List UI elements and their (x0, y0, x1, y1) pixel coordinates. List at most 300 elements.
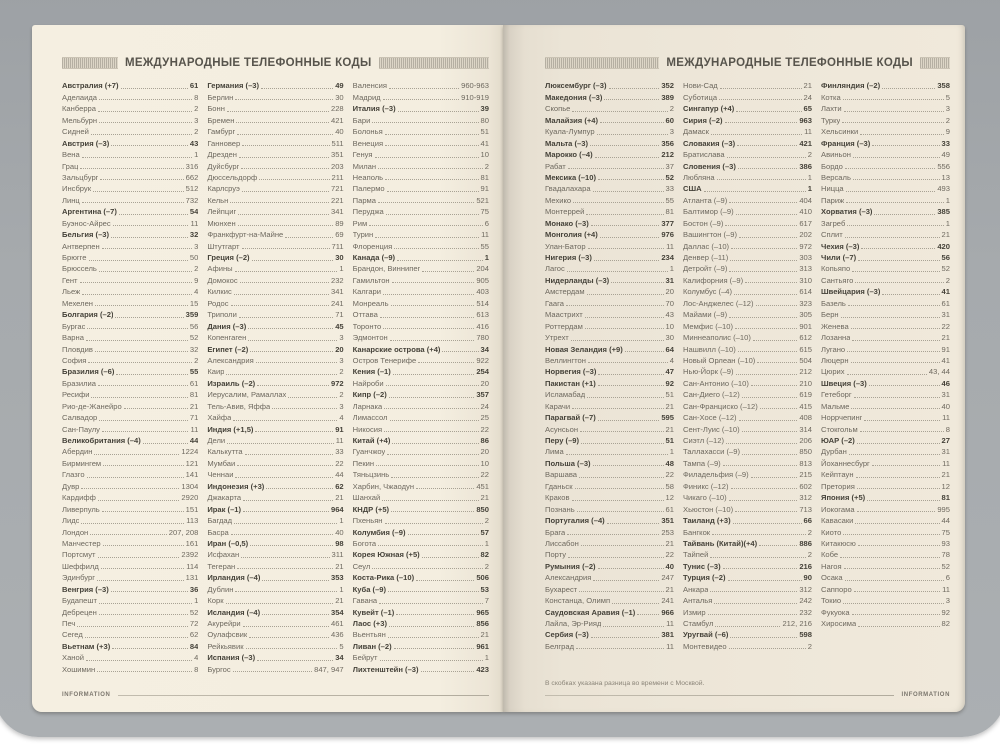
dot-leader (416, 488, 474, 489)
time-difference-footnote: В скобках указана разница во времени с Москвой. (545, 680, 705, 687)
dot-leader (751, 477, 798, 478)
entry-code: 72 (189, 619, 199, 628)
entry-name: Бонн (207, 104, 225, 114)
dot-leader (383, 294, 474, 295)
city-code-row (545, 571, 674, 582)
dot-leader (872, 145, 939, 146)
dot-leader (704, 191, 806, 192)
city-code-row (821, 148, 950, 159)
entry-name: Ганновер (207, 138, 241, 148)
entry-name: Токио (821, 596, 842, 606)
city-code-row (207, 662, 343, 673)
entry-name: Буэнос-Айрес (62, 218, 111, 228)
city-code-row (207, 193, 343, 204)
entry-code: 3 (194, 241, 199, 251)
entry-name: Сингапур (+4) (683, 104, 735, 114)
entry-code: 24 (803, 92, 812, 102)
entry-name: Венгрия (–3) (62, 584, 109, 594)
entry-name: Антверпен (62, 241, 100, 251)
entry-code: 41 (941, 287, 950, 297)
entry-code: 39 (480, 104, 489, 114)
city-code-row (545, 491, 674, 502)
entry-name: Тегеран (207, 561, 236, 571)
dot-leader (91, 397, 187, 398)
dot-leader (375, 157, 479, 158)
entry-code: 22 (480, 470, 489, 480)
dot-leader (252, 260, 334, 261)
entry-code: 408 (799, 413, 812, 423)
entry-name: Хайфа (207, 413, 232, 423)
entry-code: 3 (945, 104, 950, 114)
entry-code: 71 (335, 310, 344, 320)
entry-code: 965 (476, 607, 489, 617)
dot-leader (843, 534, 939, 535)
entry-code: 20 (335, 344, 344, 354)
entry-name: Миннеаполис (–10) (683, 333, 751, 343)
entry-name: Брюссель (62, 264, 97, 274)
dot-leader (242, 145, 329, 146)
entry-code: 51 (480, 127, 489, 137)
dot-leader (115, 317, 183, 318)
city-code-row (353, 159, 489, 170)
city-code-row (62, 296, 198, 307)
dot-leader (576, 648, 664, 649)
entry-name: Перуджа (352, 207, 384, 217)
city-code-row (683, 228, 812, 239)
dot-leader (391, 511, 474, 512)
dot-leader (416, 580, 474, 581)
entry-code: 212 (661, 150, 674, 160)
entry-name: Бухарест (545, 584, 578, 594)
city-code-row (545, 399, 674, 410)
dot-leader (738, 351, 798, 352)
dot-leader (568, 168, 664, 169)
entry-code: 963 (799, 115, 812, 125)
city-code-row (62, 182, 198, 193)
entry-code: 21 (335, 596, 344, 606)
city-code-row (683, 262, 812, 273)
entry-name: Люксембург (–3) (545, 81, 607, 91)
entry-name: Тайвань (Китай)(+4) (683, 538, 758, 548)
entry-code: 21 (189, 401, 199, 411)
entry-code: 316 (185, 161, 199, 171)
entry-name: Китакюсю (821, 538, 856, 548)
entry-name: Амстердам (545, 287, 585, 297)
dot-leader (262, 580, 329, 581)
dot-leader (231, 305, 329, 306)
entry-code: 1 (194, 150, 199, 160)
city-code-row (353, 273, 489, 284)
dot-leader (603, 626, 664, 627)
entry-name: Мальта (–3) (545, 138, 589, 148)
city-code-row (683, 422, 812, 433)
dot-leader (386, 214, 479, 215)
dot-leader (593, 580, 659, 581)
entry-code: 43, 44 (928, 367, 950, 377)
entry-code: 44 (335, 470, 344, 480)
entry-name: Сент-Луис (–10) (683, 424, 740, 434)
country-code-row (207, 376, 343, 387)
entry-code: 1 (807, 172, 812, 182)
dot-leader (85, 637, 188, 638)
entry-code: 359 (185, 310, 199, 320)
entry-name: Новая Зеландия (+9) (545, 344, 623, 354)
entry-code: 421 (330, 115, 344, 125)
city-code-row (545, 617, 674, 628)
entry-code: 2 (807, 150, 812, 160)
entry-name: Бургос (207, 664, 231, 674)
entry-code: 21 (665, 538, 674, 548)
dot-leader (734, 294, 797, 295)
entry-code: 1 (945, 195, 950, 205)
city-code-row (545, 445, 674, 456)
entry-code: 22 (665, 470, 674, 480)
dot-leader (102, 511, 184, 512)
city-code-row (821, 216, 950, 227)
city-code-row (683, 445, 812, 456)
city-code-row (821, 422, 950, 433)
entry-name: Милан (352, 161, 377, 171)
entry-code: 423 (476, 664, 489, 674)
city-code-row (62, 251, 198, 262)
city-code-row (62, 193, 198, 204)
code-column (683, 79, 812, 651)
dot-leader (714, 603, 797, 604)
entry-name: Коста-Рика (–10) (352, 573, 415, 583)
entry-code: 2 (339, 390, 344, 400)
entry-code: 504 (799, 355, 812, 365)
entry-code: 36 (189, 584, 199, 594)
dot-leader (235, 591, 337, 592)
city-code-row (545, 159, 674, 170)
entry-code: 1 (339, 584, 344, 594)
entry-code: 41 (480, 138, 489, 148)
dot-leader (378, 202, 474, 203)
country-code-row (545, 605, 674, 616)
entry-name: Сан-Антонио (–10) (683, 378, 749, 388)
entry-code: 3 (669, 127, 674, 137)
dot-leader (387, 454, 478, 455)
dot-leader (236, 122, 329, 123)
dot-leader (442, 351, 478, 352)
dot-leader (708, 614, 798, 615)
dot-leader (248, 340, 337, 341)
city-code-row (62, 262, 198, 273)
entry-name: Кения (–1) (352, 367, 391, 377)
entry-code: 323 (799, 298, 812, 308)
entry-code: 6 (945, 573, 950, 583)
entry-name: Уругвай (–6) (683, 630, 729, 640)
city-code-row (683, 319, 812, 330)
entry-name: Загреб (821, 218, 846, 228)
entry-code: 415 (799, 401, 812, 411)
entry-code: 58 (665, 481, 674, 491)
entry-name: Иокогама (821, 504, 855, 514)
city-code-row (545, 422, 674, 433)
entry-code: 50 (189, 253, 199, 262)
entry-code: 8 (945, 424, 950, 434)
dot-leader (384, 431, 478, 432)
city-code-row (545, 502, 674, 513)
entry-name: Канберра (62, 104, 96, 114)
dot-leader (99, 420, 188, 421)
entry-name: Иран (–0,5) (207, 538, 249, 548)
entry-code: 2 (807, 641, 812, 651)
country-code-row (62, 228, 198, 239)
country-code-row (353, 102, 489, 113)
entry-code: 602 (799, 481, 812, 491)
city-code-row (821, 171, 950, 182)
dot-leader (738, 168, 797, 169)
country-code-row (62, 79, 198, 90)
entry-name: Сербия (–3) (545, 630, 589, 640)
dot-leader (735, 511, 797, 512)
country-code-row (545, 376, 674, 387)
dot-leader (852, 340, 939, 341)
dot-leader (566, 454, 668, 455)
dot-leader (397, 260, 483, 261)
entry-name: Дрезден (207, 150, 237, 160)
entry-name: Бельгия (–3) (62, 230, 110, 240)
dot-leader (728, 580, 802, 581)
dot-leader (736, 374, 798, 375)
country-code-row (821, 239, 950, 250)
city-code-row (821, 411, 950, 422)
dot-leader (858, 626, 939, 627)
dot-leader (851, 408, 939, 409)
dot-leader (390, 340, 475, 341)
dot-leader (588, 362, 668, 363)
entry-name: Пхеньян (352, 516, 383, 526)
entry-name: Греция (–2) (207, 253, 250, 262)
entry-name: Берн (821, 310, 839, 320)
entry-code: 82 (941, 619, 950, 628)
entry-code: 21 (480, 630, 489, 640)
country-code-row (545, 365, 674, 376)
entry-name: Германия (–3) (207, 81, 260, 91)
dot-leader (841, 317, 940, 318)
city-code-row (683, 525, 812, 536)
footer-rule (118, 695, 489, 696)
entry-code: 30 (335, 92, 344, 102)
city-code-row (821, 193, 950, 204)
entry-code: 354 (330, 607, 344, 617)
entry-name: Гвадалахара (545, 184, 591, 194)
city-code-row (62, 342, 198, 353)
entry-name: Аргентина (–7) (62, 207, 117, 217)
entry-code: 75 (941, 527, 950, 537)
dot-leader (86, 660, 192, 661)
city-code-row (683, 594, 812, 605)
dot-leader (378, 545, 483, 546)
entry-code: 2 (194, 127, 199, 137)
entry-name: Словакия (–3) (683, 138, 736, 148)
entry-name: Глазго (62, 470, 85, 480)
dot-leader (858, 260, 939, 261)
dot-leader (372, 122, 478, 123)
entry-name: Палермо (352, 184, 385, 194)
dot-leader (237, 134, 333, 135)
city-code-row (207, 559, 343, 570)
city-code-row (683, 388, 812, 399)
entry-name: Богота (352, 538, 377, 548)
entry-name: Бразилиа (62, 378, 96, 388)
entry-name: Базель (821, 298, 846, 308)
entry-name: Гент (62, 275, 78, 285)
city-code-row (207, 628, 343, 639)
dot-leader (851, 362, 940, 363)
city-code-row (821, 182, 950, 193)
dot-leader (369, 225, 483, 226)
dot-leader (854, 397, 940, 398)
entry-code: 1304 (181, 481, 199, 491)
entry-code: 82 (480, 550, 489, 560)
dot-leader (725, 225, 797, 226)
entry-name: ЮАР (–2) (821, 436, 855, 445)
entry-code: 2 (484, 516, 489, 526)
dot-leader (255, 431, 333, 432)
entry-name: Португалия (–4) (545, 516, 605, 526)
city-code-row (62, 559, 198, 570)
entry-name: Басра (207, 527, 229, 537)
city-code-row (62, 331, 198, 342)
country-code-row (683, 182, 812, 193)
entry-code: 232 (330, 275, 344, 285)
city-code-row (821, 445, 950, 456)
city-code-row (353, 285, 489, 296)
dot-leader (757, 362, 797, 363)
country-code-row (545, 136, 674, 147)
dot-leader (266, 488, 333, 489)
city-code-row (683, 273, 812, 284)
entry-name: София (62, 355, 87, 365)
entry-code: 202 (799, 230, 812, 240)
city-code-row (821, 479, 950, 490)
code-column (207, 79, 343, 674)
entry-name: Турция (–2) (683, 573, 726, 583)
city-code-row (545, 582, 674, 593)
entry-code: 976 (661, 230, 674, 240)
dot-leader (846, 202, 944, 203)
entry-name: Люцерн (821, 355, 849, 365)
dot-leader (598, 179, 664, 180)
entry-name: Братислава (683, 150, 725, 160)
entry-name: Китай (+4) (352, 436, 391, 445)
dot-leader (243, 626, 329, 627)
city-code-row (353, 79, 489, 90)
entry-code: 91 (480, 184, 489, 194)
entry-name: Турку (821, 115, 841, 125)
city-code-row (545, 285, 674, 296)
entry-code: 11 (942, 458, 950, 468)
city-code-row (207, 159, 343, 170)
entry-code: 33 (335, 447, 344, 457)
city-code-row (62, 125, 198, 136)
entry-name: Лайла, Эр-Рияд (545, 619, 602, 628)
dot-leader (580, 431, 664, 432)
dot-leader (246, 648, 338, 649)
entry-code: 49 (335, 81, 344, 91)
entry-name: Джакарта (207, 493, 242, 503)
entry-name: Познань (545, 504, 575, 514)
dot-leader (864, 420, 940, 421)
header-hatch-left (545, 57, 659, 69)
dot-leader (226, 603, 334, 604)
dot-leader (233, 420, 337, 421)
entry-code: 2 (484, 161, 489, 171)
dot-leader (408, 534, 479, 535)
entry-name: Женева (821, 321, 849, 331)
entry-code: 713 (799, 504, 812, 514)
entry-name: Саппоро (821, 584, 852, 594)
city-code-row (62, 468, 198, 479)
dot-leader (872, 465, 940, 466)
entry-name: Найроби (352, 378, 384, 388)
entry-code: 303 (799, 253, 812, 262)
dot-leader (119, 214, 188, 215)
entry-code: 241 (330, 298, 344, 308)
entry-code: 21 (335, 493, 344, 503)
information-label: INFORMATION (62, 692, 111, 698)
city-code-row (207, 582, 343, 593)
dot-leader (882, 88, 935, 89)
entry-code: 613 (476, 310, 489, 320)
entry-name: Болгария (–2) (62, 310, 114, 320)
city-code-row (207, 273, 343, 284)
entry-name: Калгари (352, 287, 382, 297)
entry-name: Великобритания (–4) (62, 436, 141, 445)
dot-leader (759, 545, 797, 546)
entry-code: 612 (799, 333, 812, 343)
city-code-row (62, 376, 198, 387)
entry-code: 22 (941, 321, 950, 331)
city-code-row (207, 205, 343, 216)
dot-leader (572, 111, 667, 112)
dot-leader (380, 317, 474, 318)
city-code-row (62, 662, 198, 673)
dot-leader (581, 443, 663, 444)
country-code-row (353, 548, 489, 559)
entry-name: Ирак (–1) (207, 504, 242, 514)
entry-name: Мехелен (62, 298, 93, 308)
entry-name: Иерусалим, Рамаллах (207, 390, 287, 400)
entry-name: Дебрецен (62, 607, 97, 617)
dot-leader (742, 431, 798, 432)
entry-code: 850 (476, 504, 489, 514)
dot-leader (760, 408, 798, 409)
dot-leader (586, 214, 663, 215)
city-code-row (207, 148, 343, 159)
city-code-row (683, 491, 812, 502)
dot-leader (717, 179, 806, 180)
dot-leader (572, 500, 664, 501)
city-code-row (353, 479, 489, 490)
city-code-row (545, 319, 674, 330)
entry-name: Остров Тенерифе (352, 355, 417, 365)
city-code-row (683, 639, 812, 650)
city-code-row (62, 102, 198, 113)
entry-code: 310 (799, 275, 812, 285)
country-code-row (207, 79, 343, 90)
entry-code: 1 (484, 253, 489, 262)
city-code-row (207, 434, 343, 445)
dot-leader (226, 374, 337, 375)
dot-leader (874, 214, 935, 215)
city-code-row (353, 422, 489, 433)
entry-code: 55 (189, 367, 199, 377)
city-code-row (683, 90, 812, 101)
entry-code: 48 (665, 458, 674, 468)
